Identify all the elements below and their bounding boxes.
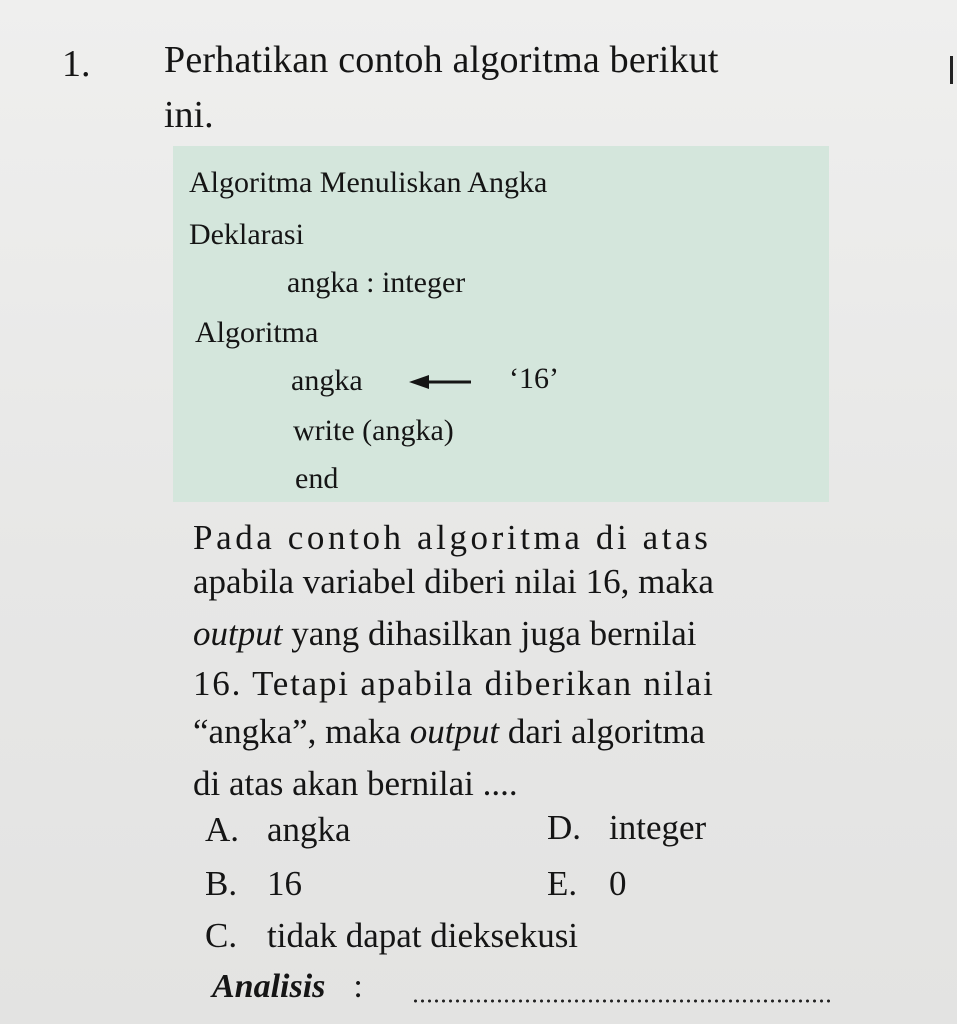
page-edge-mark: [950, 56, 953, 84]
analysis-label: Analisis: [212, 968, 326, 1005]
paragraph-line-4: 16. Tetapi apabila diberikan nilai: [193, 664, 715, 703]
paragraph-line-6: di atas akan bernilai ....: [193, 764, 518, 803]
write-statement: write (angka): [293, 414, 454, 447]
variable-declaration: angka : integer: [287, 266, 466, 299]
left-arrow-icon: [409, 375, 473, 389]
option-letter: C.: [205, 916, 238, 955]
analysis-answer-blank[interactable]: [412, 998, 830, 1004]
paragraph-line-2: apabila variabel diberi nilai 16, maka: [193, 562, 714, 601]
assignment-value: ‘16’: [509, 362, 559, 395]
algorithm-label: Algoritma: [195, 316, 319, 349]
end-statement: end: [295, 462, 339, 495]
option-e[interactable]: [547, 864, 627, 904]
question-text-line-1: Perhatikan contoh algoritma berikut: [164, 39, 719, 81]
paragraph-line-5-start: “angka”, maka: [193, 712, 410, 751]
option-text: 16: [267, 864, 302, 903]
option-text: angka: [267, 810, 351, 849]
question-text-line-2: ini.: [164, 94, 214, 136]
option-d[interactable]: [547, 808, 706, 848]
italic-output-term: output: [409, 712, 500, 751]
option-letter: B.: [205, 864, 238, 903]
option-b[interactable]: [205, 864, 302, 904]
paragraph-line-3-rest: yang dihasilkan juga bernilai: [282, 614, 697, 653]
declaration-label: Deklarasi: [189, 218, 304, 251]
analysis-colon: :: [353, 968, 363, 1005]
italic-output-term: output: [193, 614, 283, 653]
option-letter: E.: [547, 864, 578, 903]
question-number: 1.: [62, 43, 91, 85]
paragraph-line-5-end: dari algoritma: [499, 712, 706, 751]
paragraph-line-1: Pada contoh algoritma di atas: [193, 518, 712, 557]
option-letter: D.: [547, 808, 582, 847]
option-text: tidak dapat dieksekusi: [267, 916, 579, 955]
algorithm-box: [173, 146, 829, 502]
option-text: integer: [609, 808, 707, 847]
option-letter: A.: [205, 810, 240, 849]
assignment-variable: angka: [291, 364, 363, 397]
option-c[interactable]: [205, 916, 578, 956]
option-text: 0: [609, 864, 627, 903]
option-a[interactable]: [205, 810, 351, 850]
algorithm-title: Algoritma Menuliskan Angka: [189, 166, 548, 199]
paragraph-line-5: [193, 712, 705, 752]
paragraph-line-3: [193, 614, 697, 654]
analysis-line: [212, 968, 363, 1006]
